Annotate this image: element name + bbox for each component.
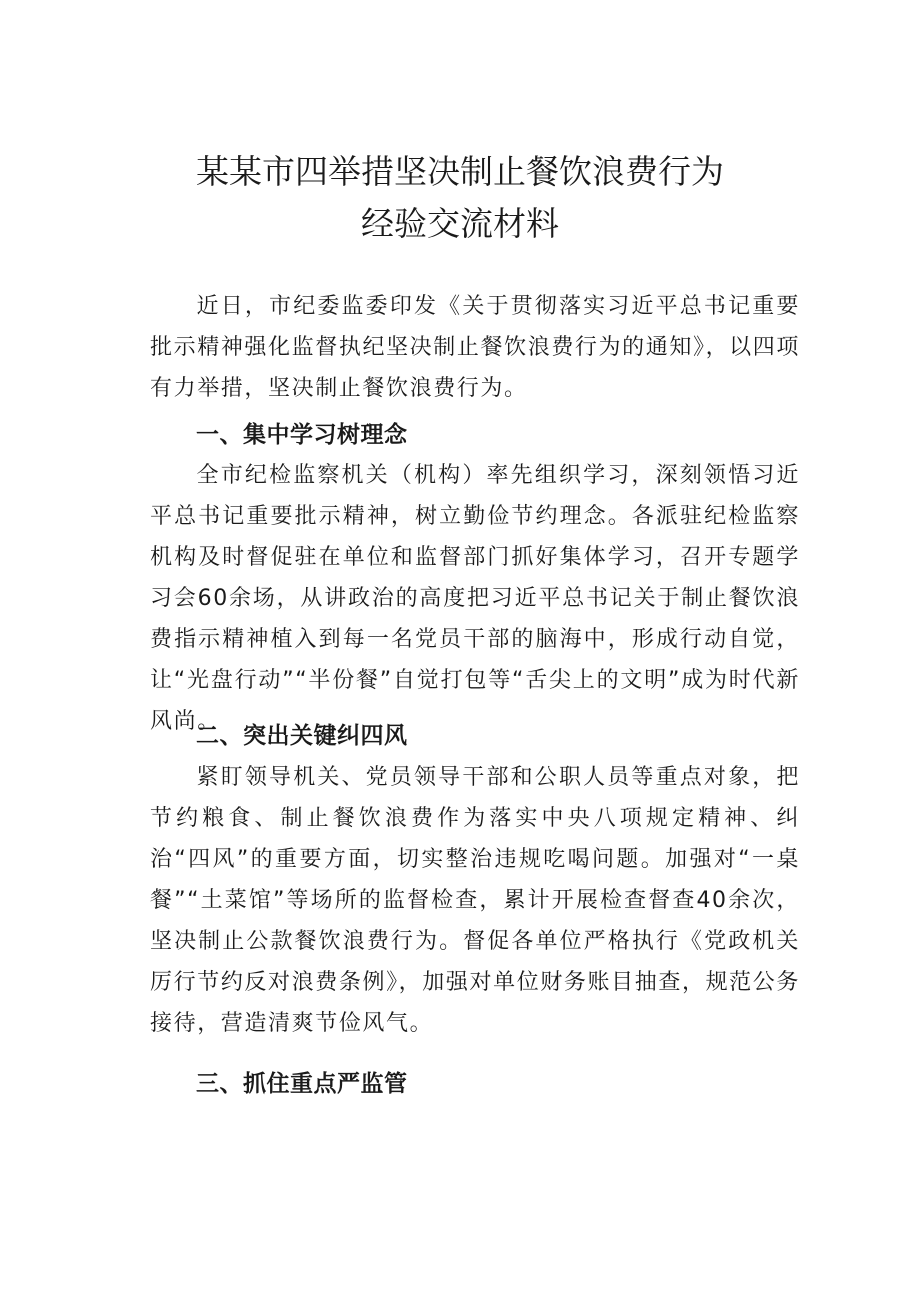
section-2-text: 紧盯领导机关、党员领导干部和公职人员等重点对象，把节约粮食、制止餐饮浪费作为落实中央八项规定精神、纠治“四风”的重要方面，切实整治违规吃喝问题。加强对“一桌餐”“土菜馆”等场所的监督检查，累计开展检查督查40余次，坚决制止公款餐饮浪费行为。督促各单位严格执行《党政机关厉行节约反对浪费条例》，加强对单位财务账目抽查，规范公务接待，营造清爽节俭风气。 [150, 765, 800, 1036]
section-1-paragraph [150, 455, 800, 742]
section-1-heading: 一、集中学习树理念 [196, 422, 408, 448]
document-title-line-2: 经验交流材料 [361, 204, 559, 243]
intro-paragraph [150, 286, 800, 409]
intro-text: 近日，市纪委监委印发《关于贯彻落实习近平总书记重要批示精神强化监督执纪坚决制止餐饮浪费行为的通知》，以四项有力举措，坚决制止餐饮浪费行为。 [150, 294, 800, 401]
section-1-text: 全市纪检监察机关（机构）率先组织学习，深刻领悟习近平总书记重要批示精神，树立勤俭节约理念。各派驻纪检监察机构及时督促驻在单位和监督部门抓好集体学习，召开专题学习会60余场，从讲政治的高度把习近平总书记关于制止餐饮浪费指示精神植入到每一名党员干部的脑海中，形成行动自觉，让“光盘行动”“半份餐”自觉打包等“舌尖上的文明”成为时代新风尚。 [150, 463, 800, 734]
section-3-heading: 三、抓住重点严监管 [196, 1071, 408, 1097]
section-2-heading: 二、突出关键纠四风 [196, 723, 408, 749]
section-2-paragraph [150, 757, 800, 1044]
document-title-line-1: 某某市四举措坚决制止餐饮浪费行为 [196, 152, 724, 191]
